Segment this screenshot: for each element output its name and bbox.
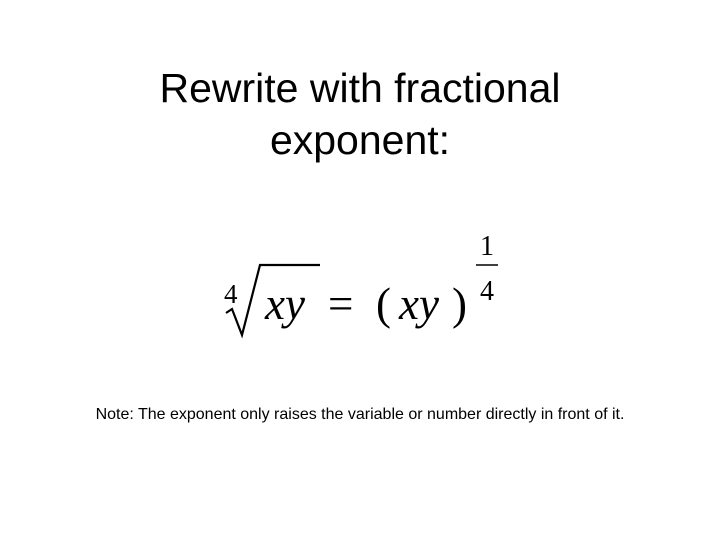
slide-title	[0, 62, 720, 166]
exponent-denominator: 4	[480, 276, 494, 307]
note-text: Note: The exponent only raises the variable or number directly in front of it.	[95, 406, 625, 423]
title-line-1: Rewrite with fractional	[159, 65, 561, 111]
title-line-2: exponent:	[269, 117, 451, 163]
equals-sign: =	[328, 279, 354, 329]
root-index: 4	[224, 279, 238, 309]
equation-svg	[218, 225, 508, 340]
base: xy	[399, 279, 439, 329]
radicand: xy	[265, 279, 305, 329]
equation	[218, 225, 508, 340]
open-paren: (	[376, 279, 391, 329]
exponent-numerator: 1	[480, 231, 494, 262]
close-paren: )	[452, 279, 467, 329]
